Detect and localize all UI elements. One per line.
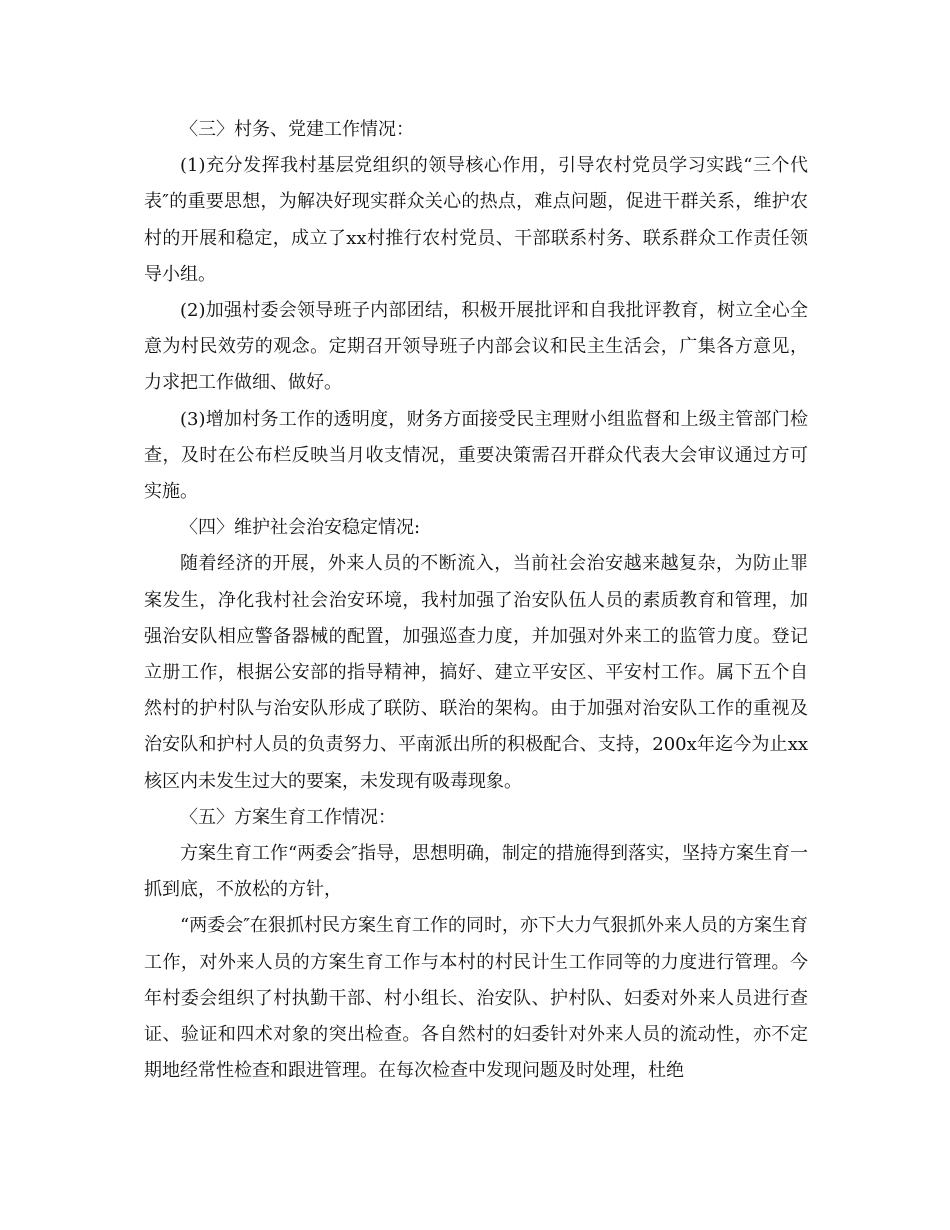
section-heading-3: 〈三〉村务、党建工作情况： <box>180 119 414 140</box>
paragraph: 方案生育工作“两委会″指导，思想明确，制定的措施得到落实，坚持方案生育一抓到底，不放松的方针， <box>144 843 808 901</box>
paragraph: (1)充分发挥我村基层党组织的领导核心作用，引导农村党员学习实践“三个代表″的重要思想，为解决好现实群众关心的热点，难点问题，促进干群关系，维护农村的开展和稳定，成立了xx村推行农村党员、干部联系村务、联系群众工作责任领导小组。 <box>144 155 808 285</box>
section-heading-5: 〈五〉方案生育工作情况： <box>180 806 396 828</box>
paragraph: (2)加强村委会领导班子内部团结，积极开展批评和自我批评教育，树立全心全意为村民效劳的观念。定期召开领导班子内部会议和民主生活会，广集各方意见，力求把工作做细、做好。 <box>144 300 808 394</box>
paragraph: “两委会″在狠抓村民方案生育工作的同时，亦下大力气狠抓外来人员的方案生育工作，对外来人员的方案生育工作与本村的村民计生工作同等的力度进行管理。今年村委会组织了村执勤干部、村小组长、治安队、护村队、妇委对外来人员进行查证、验证和四术对象的突出检查。各自然村的妇委针对外来人员的流动性，亦不定期地经常性检查和跟进管理。在每次检查中发现问题及时处理，杜绝 <box>144 915 808 1082</box>
paragraph: 随着经济的开展，外来人员的不断流入，当前社会治安越来越复杂，为防止罪案发生，净化我村社会治安环境，我村加强了治安队伍人员的素质教育和管理，加强治安队相应警备器械的配置，加强巡查力度，并加强对外来工的监管力度。登记立册工作，根据公安部的指导精神，搞好、建立平安区、平安村工作。属下五个自然村的护村队与治安队形成了联防、联治的架构。由于加强对治安队工作的重视及治安队和护村人员的负责努力、平南派出所的积极配合、支持，200x年迄今为止xx核区内未发生过大的要案，未发现有吸毒现象。 <box>144 553 808 792</box>
document-body <box>144 112 808 1089</box>
section-heading-4: 〈四〉维护社会治安稳定情况: <box>180 517 421 539</box>
paragraph: (3)增加村务工作的透明度，财务方面接受民主理财小组监督和上级主管部门检查，及时在公布栏反映当月收支情况，重要决策需召开群众代表大会审议通过方可实施。 <box>144 408 808 503</box>
